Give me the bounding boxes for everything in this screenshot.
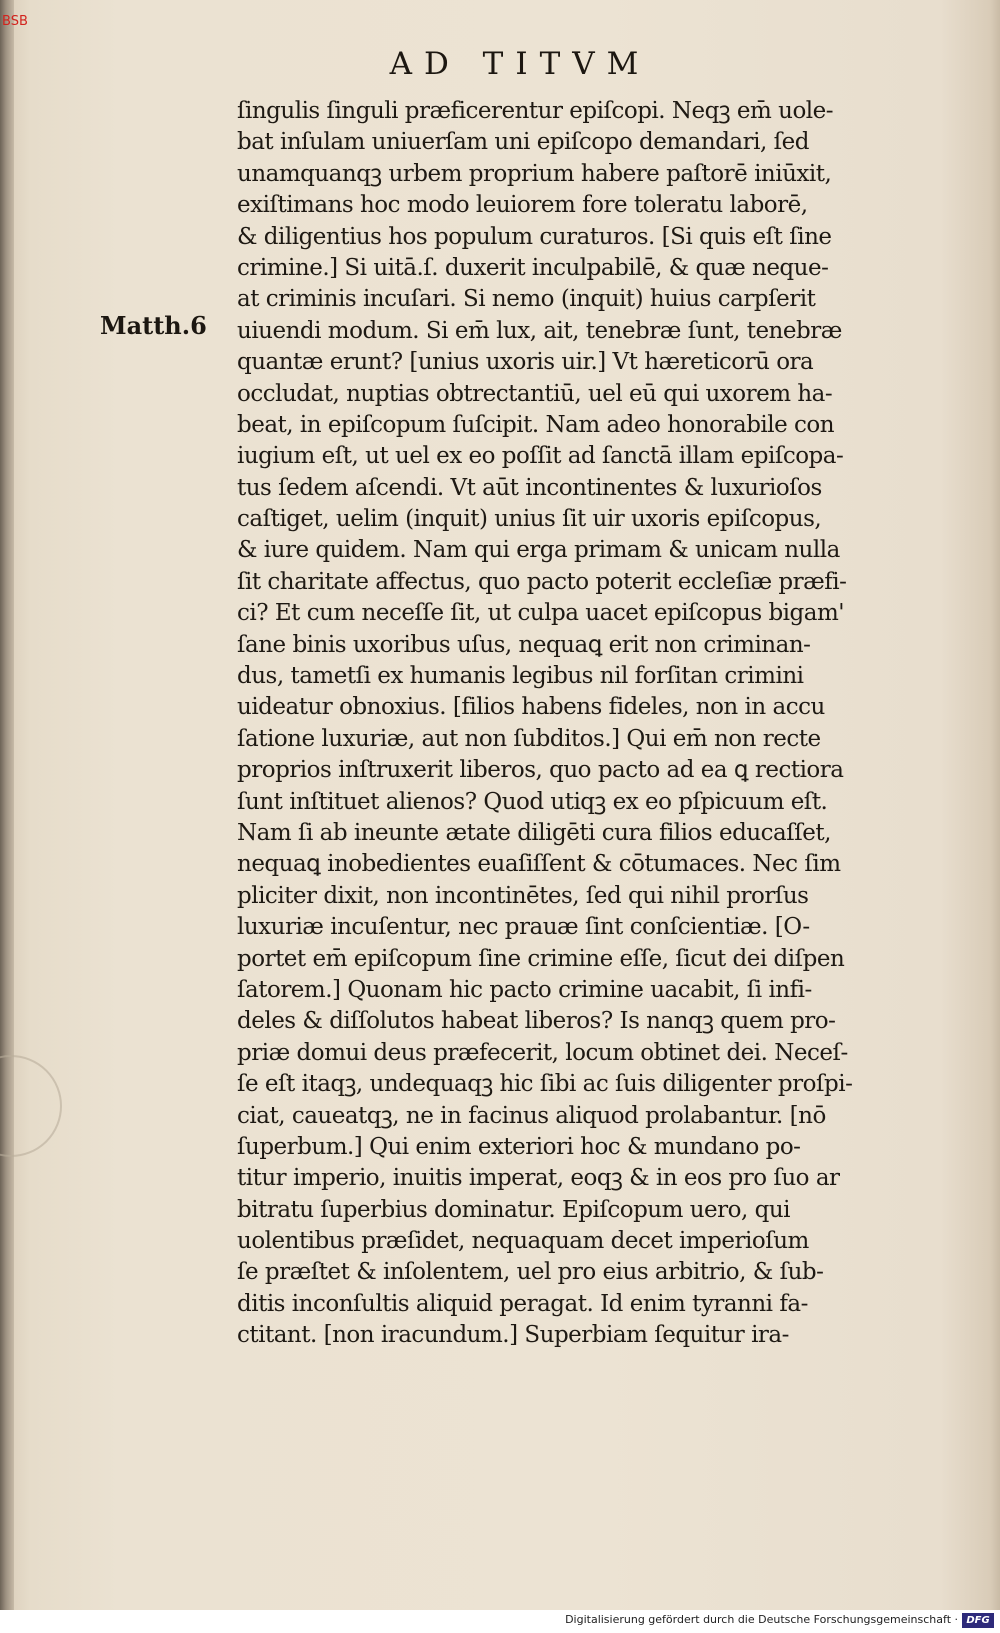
text-line: ſane binis uxoribus uſus, nequaꝗ erit non criminan- (237, 631, 811, 658)
text-line: & iure quidem. Nam qui erga primam & unicam nulla (237, 537, 840, 564)
text-line: luxuriæ incuſentur, nec prauæ ſint conſcientiæ. [O- (237, 914, 810, 941)
text-line: ditis inconſultis aliquid peragat. Id enim tyranni fa- (237, 1290, 808, 1317)
text-line: ſatione luxuriæ, aut non ſubditos.] Qui em̄ non recte (237, 725, 821, 752)
text-line: occludat, nuptias obtrectantiū, uel eū qui uxorem ha- (237, 380, 833, 407)
text-line: bat inſulam uniuerſam uni epiſcopo demandari, ſed (237, 129, 809, 156)
text-line: caſtiget, uelim (inquit) unius ſit uir uxoris epiſcopus, (237, 506, 822, 533)
text-line: tus ſedem aſcendi. Vt aūt incontinentes & luxurioſos (237, 474, 822, 501)
text-line: crimine.] Si uitā.ſ. duxerit inculpabilē, & quæ neque- (237, 254, 829, 281)
text-line: nequaꝗ inobedientes euaſiſſent & cōtumaces. Nec ſim (237, 851, 841, 878)
dfg-logo: DFG (962, 1613, 994, 1628)
text-line: ſunt inſtituet alienos? Quod utiqꝫ ex eo pſpicuum eſt. (237, 788, 828, 815)
text-line: beat, in epiſcopum ſuſcipit. Nam adeo honorabile con (237, 411, 835, 438)
text-line: bitratu ſuperbius dominatur. Epiſcopum uero, qui (237, 1196, 791, 1223)
text-line: titur imperio, inuitis imperat, eoqꝫ & in eos pro ſuo ar (237, 1165, 840, 1192)
library-mark: BSB (2, 14, 28, 29)
text-line: ſatorem.] Quonam hic pacto crimine uacabit, ſi infi- (237, 976, 812, 1003)
text-line: uideatur obnoxius. [filios habens fideles, non in accu (237, 694, 825, 721)
text-line: ſit charitate affectus, quo pacto poterit eccleſiæ præfi- (237, 568, 847, 595)
text-line: quantæ erunt? [unius uxoris uir.] Vt hæreticorū ora (237, 349, 814, 376)
text-line: ſe præſtet & inſolentem, uel pro eius arbitrio, & ſub- (237, 1259, 824, 1286)
text-line: ci? Et cum neceſſe ſit, ut culpa uacet epiſcopus bigam' (237, 600, 845, 627)
text-line: Nam ſi ab ineunte ætate diligēti cura filios educaſſet, (237, 819, 831, 846)
text-line: uiuendi modum. Si em̄ lux, ait, tenebræ ſunt, tenebræ (237, 317, 842, 344)
text-line: dus, tametſi ex humanis legibus nil forſitan crimini (237, 663, 804, 690)
text-line: iugium eſt, ut uel ex eo poſſit ad ſanctā illam epiſcopa- (237, 443, 844, 470)
text-line: deles & diſſolutos habeat liberos? Is nanqꝫ quem pro- (237, 1008, 836, 1035)
text-line: exiſtimans hoc modo leuiorem fore toleratu laborē, (237, 192, 808, 219)
text-line: ctitant. [non iracundum.] Superbiam ſequitur ira- (237, 1322, 789, 1349)
running-head: AD TITVM (389, 46, 651, 82)
text-line: ſe eſt itaqꝫ, undequaqꝫ hic ſibi ac ſuis diligenter proſpi- (237, 1071, 853, 1098)
text-line: ciat, caueatqꝫ, ne in facinus aliquod prolabantur. [nō (237, 1102, 826, 1129)
text-line: priæ domui deus præfecerit, locum obtinet dei. Neceſ- (237, 1039, 848, 1066)
funding-credit: Digitalisierung gefördert durch die Deutsche Forschungsgemeinschaft · (565, 1613, 958, 1626)
page-binding-edge (0, 0, 14, 1610)
text-line: proprios inſtruxerit liberos, quo pacto ad ea ꝗ rectiora (237, 757, 844, 784)
text-line: unamquanqꝫ urbem proprium habere paſtorē iniūxit, (237, 160, 832, 187)
text-line: pliciter dixit, non incontinētes, ſed qui nihil prorſus (237, 882, 809, 909)
body-text (237, 96, 937, 1352)
margin-note: Matth.6 (100, 311, 207, 340)
text-line: & diligentius hos populum curaturos. [Si quis eſt ſine (237, 223, 832, 250)
text-line: ſingulis ſinguli præficerentur epiſcopi. Neqꝫ em̄ uole- (237, 98, 834, 124)
text-line: ſuperbum.] Qui enim exteriori hoc & mundano po- (237, 1133, 801, 1160)
text-line: at criminis incuſari. Si nemo (inquit) huius carpſerit (237, 286, 816, 313)
text-line: uolentibus præſidet, nequaquam decet imperioſum (237, 1228, 809, 1255)
scan-artifact-circle (0, 1055, 62, 1157)
text-line: portet em̄ epiſcopum ſine crimine eſſe, ſicut dei diſpen (237, 945, 845, 972)
